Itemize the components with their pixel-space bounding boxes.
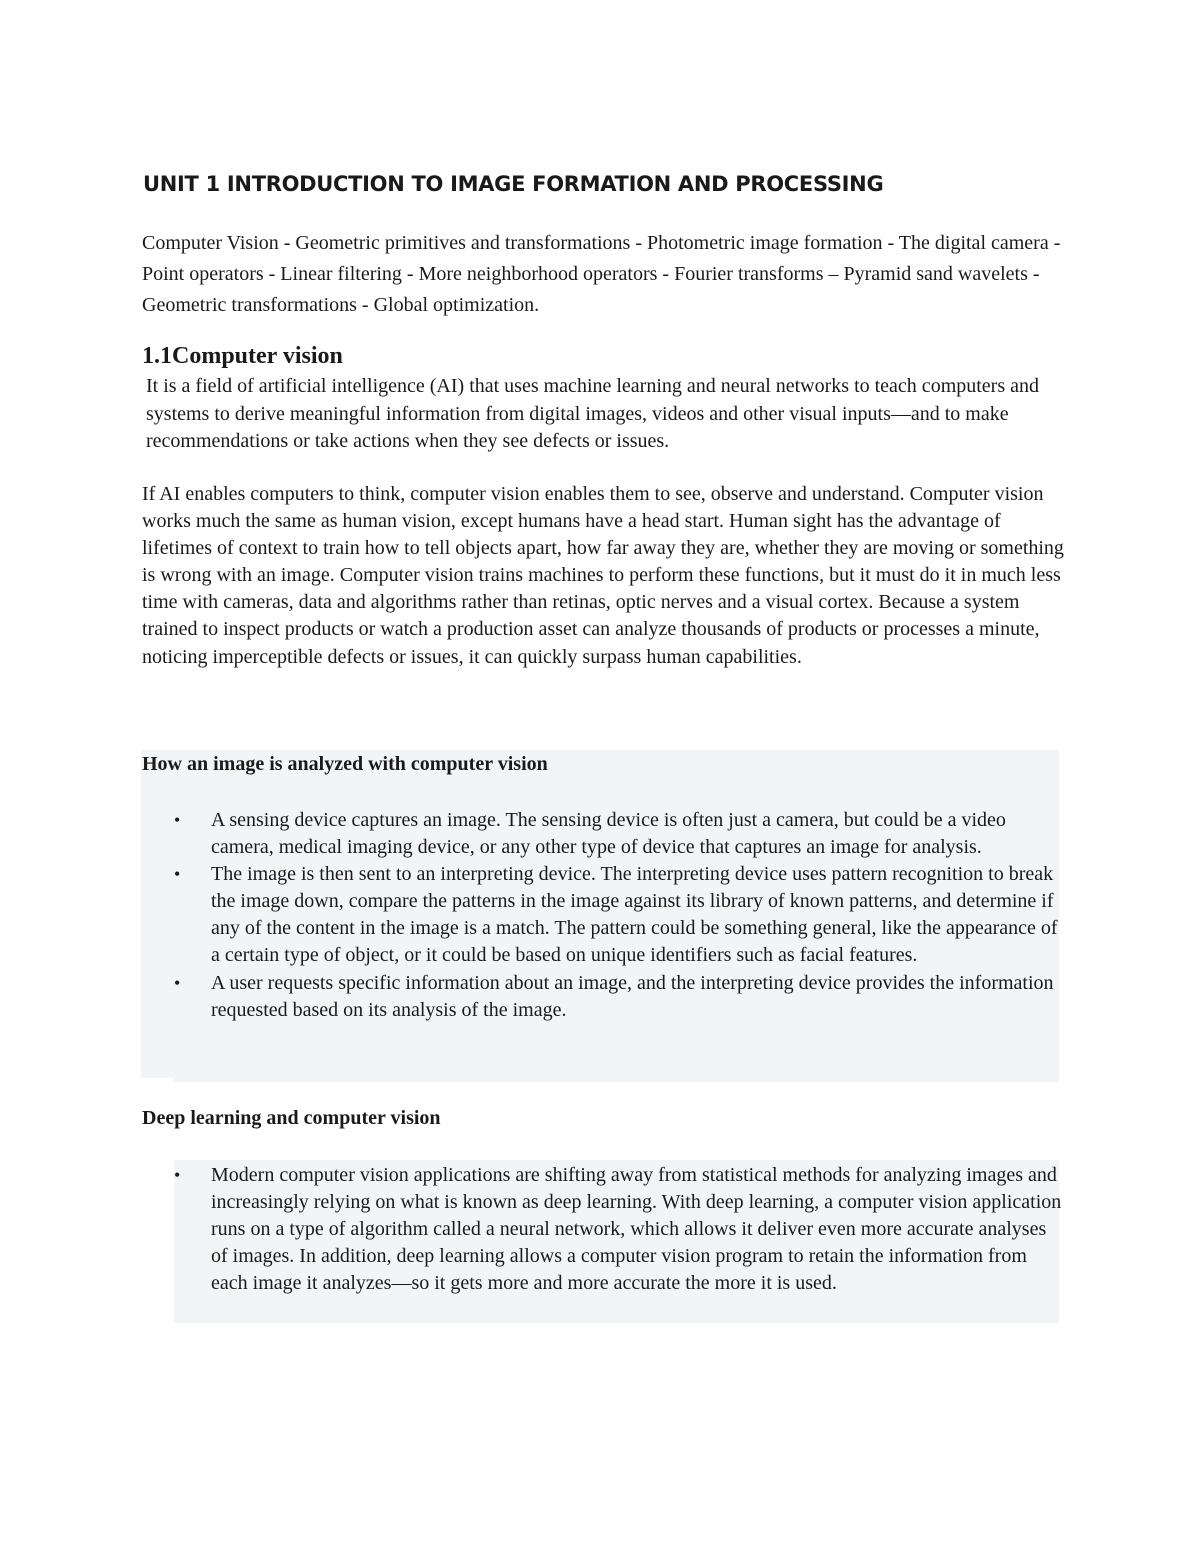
bullet-icon: • (174, 864, 181, 885)
list-item (174, 1162, 1064, 1297)
list-item (174, 807, 1064, 861)
deep-learning-heading: Deep learning and computer vision (142, 1107, 441, 1129)
intro-paragraph-text: It is a field of artificial intelligence (AI) that uses machine learning and neural networks to teach computers and systems to derive meaningful information from digital images, videos and other visual inputs—and to make recommendations or take actions when they see defects or issues. (146, 375, 1039, 452)
highlight-block-analysis-tail (174, 1076, 1059, 1082)
body-paragraph: If AI enables computers to think, computer vision enables them to see, observe and understand. Computer vision works much the same as human vision, except humans have a head start. Human sight has the advantage of lifetimes of context to train how to tell objects apart, how far away they are, whether they are moving or something is wrong with an image. Computer vision trains machines to perform these functions, but it must do it in much less time with cameras, data and algorithms rather than retinas, optic nerves and a visual cortex. Because a system trained to inspect products or watch a production asset can analyze thousands of products or processes a minute, noticing imperceptible defects or issues, it can quickly surpass human capabilities. (142, 483, 1064, 668)
section-heading-computer-vision: 1.1Computer vision (142, 343, 343, 369)
unit-title: UNIT 1 INTRODUCTION TO IMAGE FORMATION AND PROCESSING (143, 172, 884, 196)
bullet-icon: • (174, 972, 181, 993)
list-item (174, 970, 1064, 1024)
list-item-text: A sensing device captures an image. The sensing device is often just a camera, but could be a video camera, medical imaging device, or any other type of device that captures an image for analysis. (211, 809, 1006, 859)
list-item-text: The image is then sent to an interpreting device. The interpreting device uses pattern recognition to break the image down, compare the patterns in the image against its library of known patterns, and determine if any of the content in the image is a match. The pattern could be something general, like the appearance of a certain type of object, or it could be based on unique identifiers such as facial features. (211, 863, 1058, 967)
list-item-text: A user requests specific information about an image, and the interpreting device provides the information requested based on its analysis of the image. (211, 971, 1054, 1021)
bullet-icon: • (174, 1165, 181, 1185)
list-item (174, 861, 1064, 969)
syllabus-topics: Computer Vision - Geometric primitives and transformations - Photometric image formation - The digital camera - Point operators - Linear filtering - More neighborhood operators - Fourier transforms – Pyramid sand wavelets - Geometric transformations - Global optimization. (142, 232, 1061, 316)
list-item-text: Modern computer vision applications are shifting away from statistical methods for analyzing images and increasingly relying on what is known as deep learning. With deep learning, a computer vision application runs on a type of algorithm called a neural network, which allows it deliver even more accurate analyses of images. In addition, deep learning allows a computer vision program to retain the information from each image it analyzes—so it gets more and more accurate the more it is used. (211, 1164, 1062, 1295)
deep-learning-bullet-list (174, 1162, 1064, 1297)
intro-paragraph (142, 373, 1082, 456)
analysis-bullet-list (174, 807, 1064, 1024)
bullet-icon: • (174, 810, 181, 830)
analysis-heading: How an image is analyzed with computer vision (142, 753, 548, 775)
